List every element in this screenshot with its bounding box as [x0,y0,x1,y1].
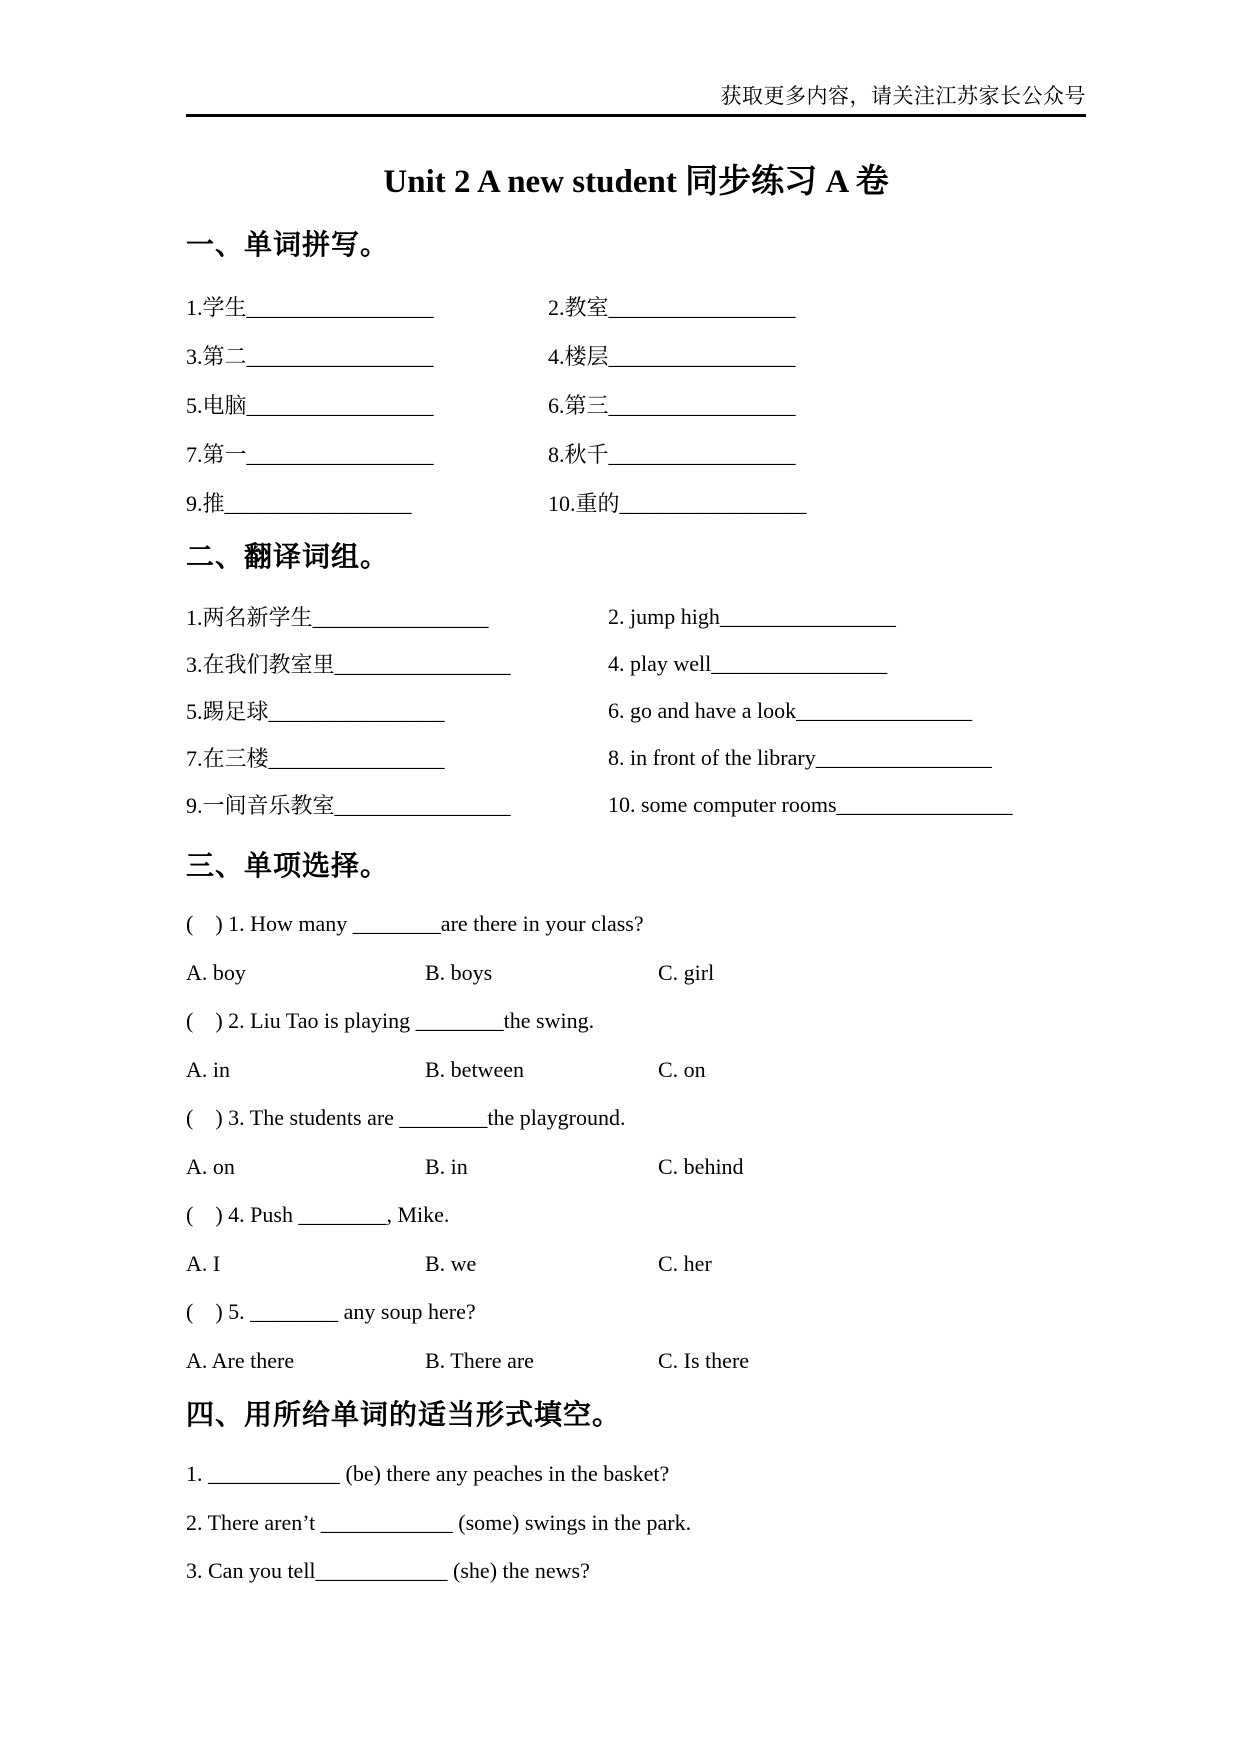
choice-options-2 [186,1046,1086,1095]
choice-options-3 [186,1143,1086,1192]
section-3-questions [186,900,1086,1385]
word-spelling-item-5: 5.电脑_________________ [186,393,434,418]
word-spelling-item-9: 9.推_________________ [186,491,412,516]
word-spelling-row [186,282,1086,331]
fill-blank-item-2: 2. There aren’t ____________ (some) swings in the park. [186,1509,692,1535]
phrase-row [186,593,1086,640]
option-c: C. her [658,1250,712,1276]
phrase-item-2: 2. jump high________________ [608,603,896,629]
phrase-item-4: 4. play well________________ [608,650,888,676]
section-1-heading: 一、单词拼写。 [186,229,390,260]
phrase-item-9: 9.一间音乐教室________________ [186,793,511,818]
section-4-heading: 四、用所给单词的适当形式填空。 [186,1399,622,1430]
option-a: A. boy [186,959,246,985]
phrase-item-3: 3.在我们教室里________________ [186,652,511,677]
option-a: A. on [186,1153,235,1179]
choice-question-1: ( ) 1. How many ________are there in your class? [186,911,644,937]
choice-question-5: ( ) 5. ________ any soup here? [186,1299,476,1325]
word-spelling-item-2: 2.教室_________________ [548,295,796,320]
word-spelling-item-3: 3.第二_________________ [186,344,434,369]
word-spelling-row [186,478,1086,527]
page-title: Unit 2 A new student 同步练习 A 卷 [383,164,889,200]
phrase-item-1: 1.两名新学生________________ [186,605,489,630]
phrase-item-8: 8. in front of the library________________ [608,744,992,770]
word-spelling-item-7: 7.第一_________________ [186,442,434,467]
option-c: C. behind [658,1153,744,1179]
option-c: C. on [658,1056,706,1082]
phrase-row [186,687,1086,734]
fill-blank-item-1: 1. ____________ (be) there any peaches in the basket? [186,1461,670,1487]
word-spelling-item-10: 10.重的_________________ [548,491,807,516]
option-b: B. we [425,1250,477,1276]
option-c: C. girl [658,959,715,985]
choice-options-1 [186,949,1086,998]
choice-question-3: ( ) 3. The students are ________the playground. [186,1105,626,1131]
phrase-item-7: 7.在三楼________________ [186,746,445,771]
header-divider [186,114,1086,117]
section-2-items [186,593,1086,828]
option-c: C. Is there [658,1347,750,1373]
choice-options-4 [186,1240,1086,1289]
word-spelling-row [186,331,1086,380]
phrase-item-10: 10. some computer rooms________________ [608,791,1013,817]
section-3-heading: 三、单项选择。 [186,850,390,881]
phrase-item-6: 6. go and have a look________________ [608,697,973,723]
word-spelling-row [186,429,1086,478]
choice-question-2: ( ) 2. Liu Tao is playing ________the swing. [186,1008,595,1034]
phrase-row [186,734,1086,781]
phrase-row [186,781,1086,828]
phrase-row [186,640,1086,687]
option-b: B. between [425,1056,524,1082]
option-b: B. in [425,1153,468,1179]
option-a: A. I [186,1250,221,1276]
option-b: B. boys [425,959,493,985]
section-4-items [186,1450,1086,1596]
header-note: 获取更多内容，请关注江苏家长公众号 [720,84,1086,108]
option-a: A. in [186,1056,230,1082]
option-a: A. Are there [186,1347,295,1373]
word-spelling-item-8: 8.秋千_________________ [548,442,796,467]
word-spelling-row [186,380,1086,429]
word-spelling-item-4: 4.楼层_________________ [548,344,796,369]
section-2-heading: 二、翻译词组。 [186,541,390,572]
word-spelling-item-6: 6.第三_________________ [548,393,796,418]
word-spelling-item-1: 1.学生_________________ [186,295,434,320]
choice-question-4: ( ) 4. Push ________, Mike. [186,1202,450,1228]
section-1-items [186,282,1086,527]
phrase-item-5: 5.踢足球________________ [186,699,445,724]
fill-blank-item-3: 3. Can you tell____________ (she) the news? [186,1558,590,1584]
choice-options-5 [186,1337,1086,1386]
option-b: B. There are [425,1347,534,1373]
